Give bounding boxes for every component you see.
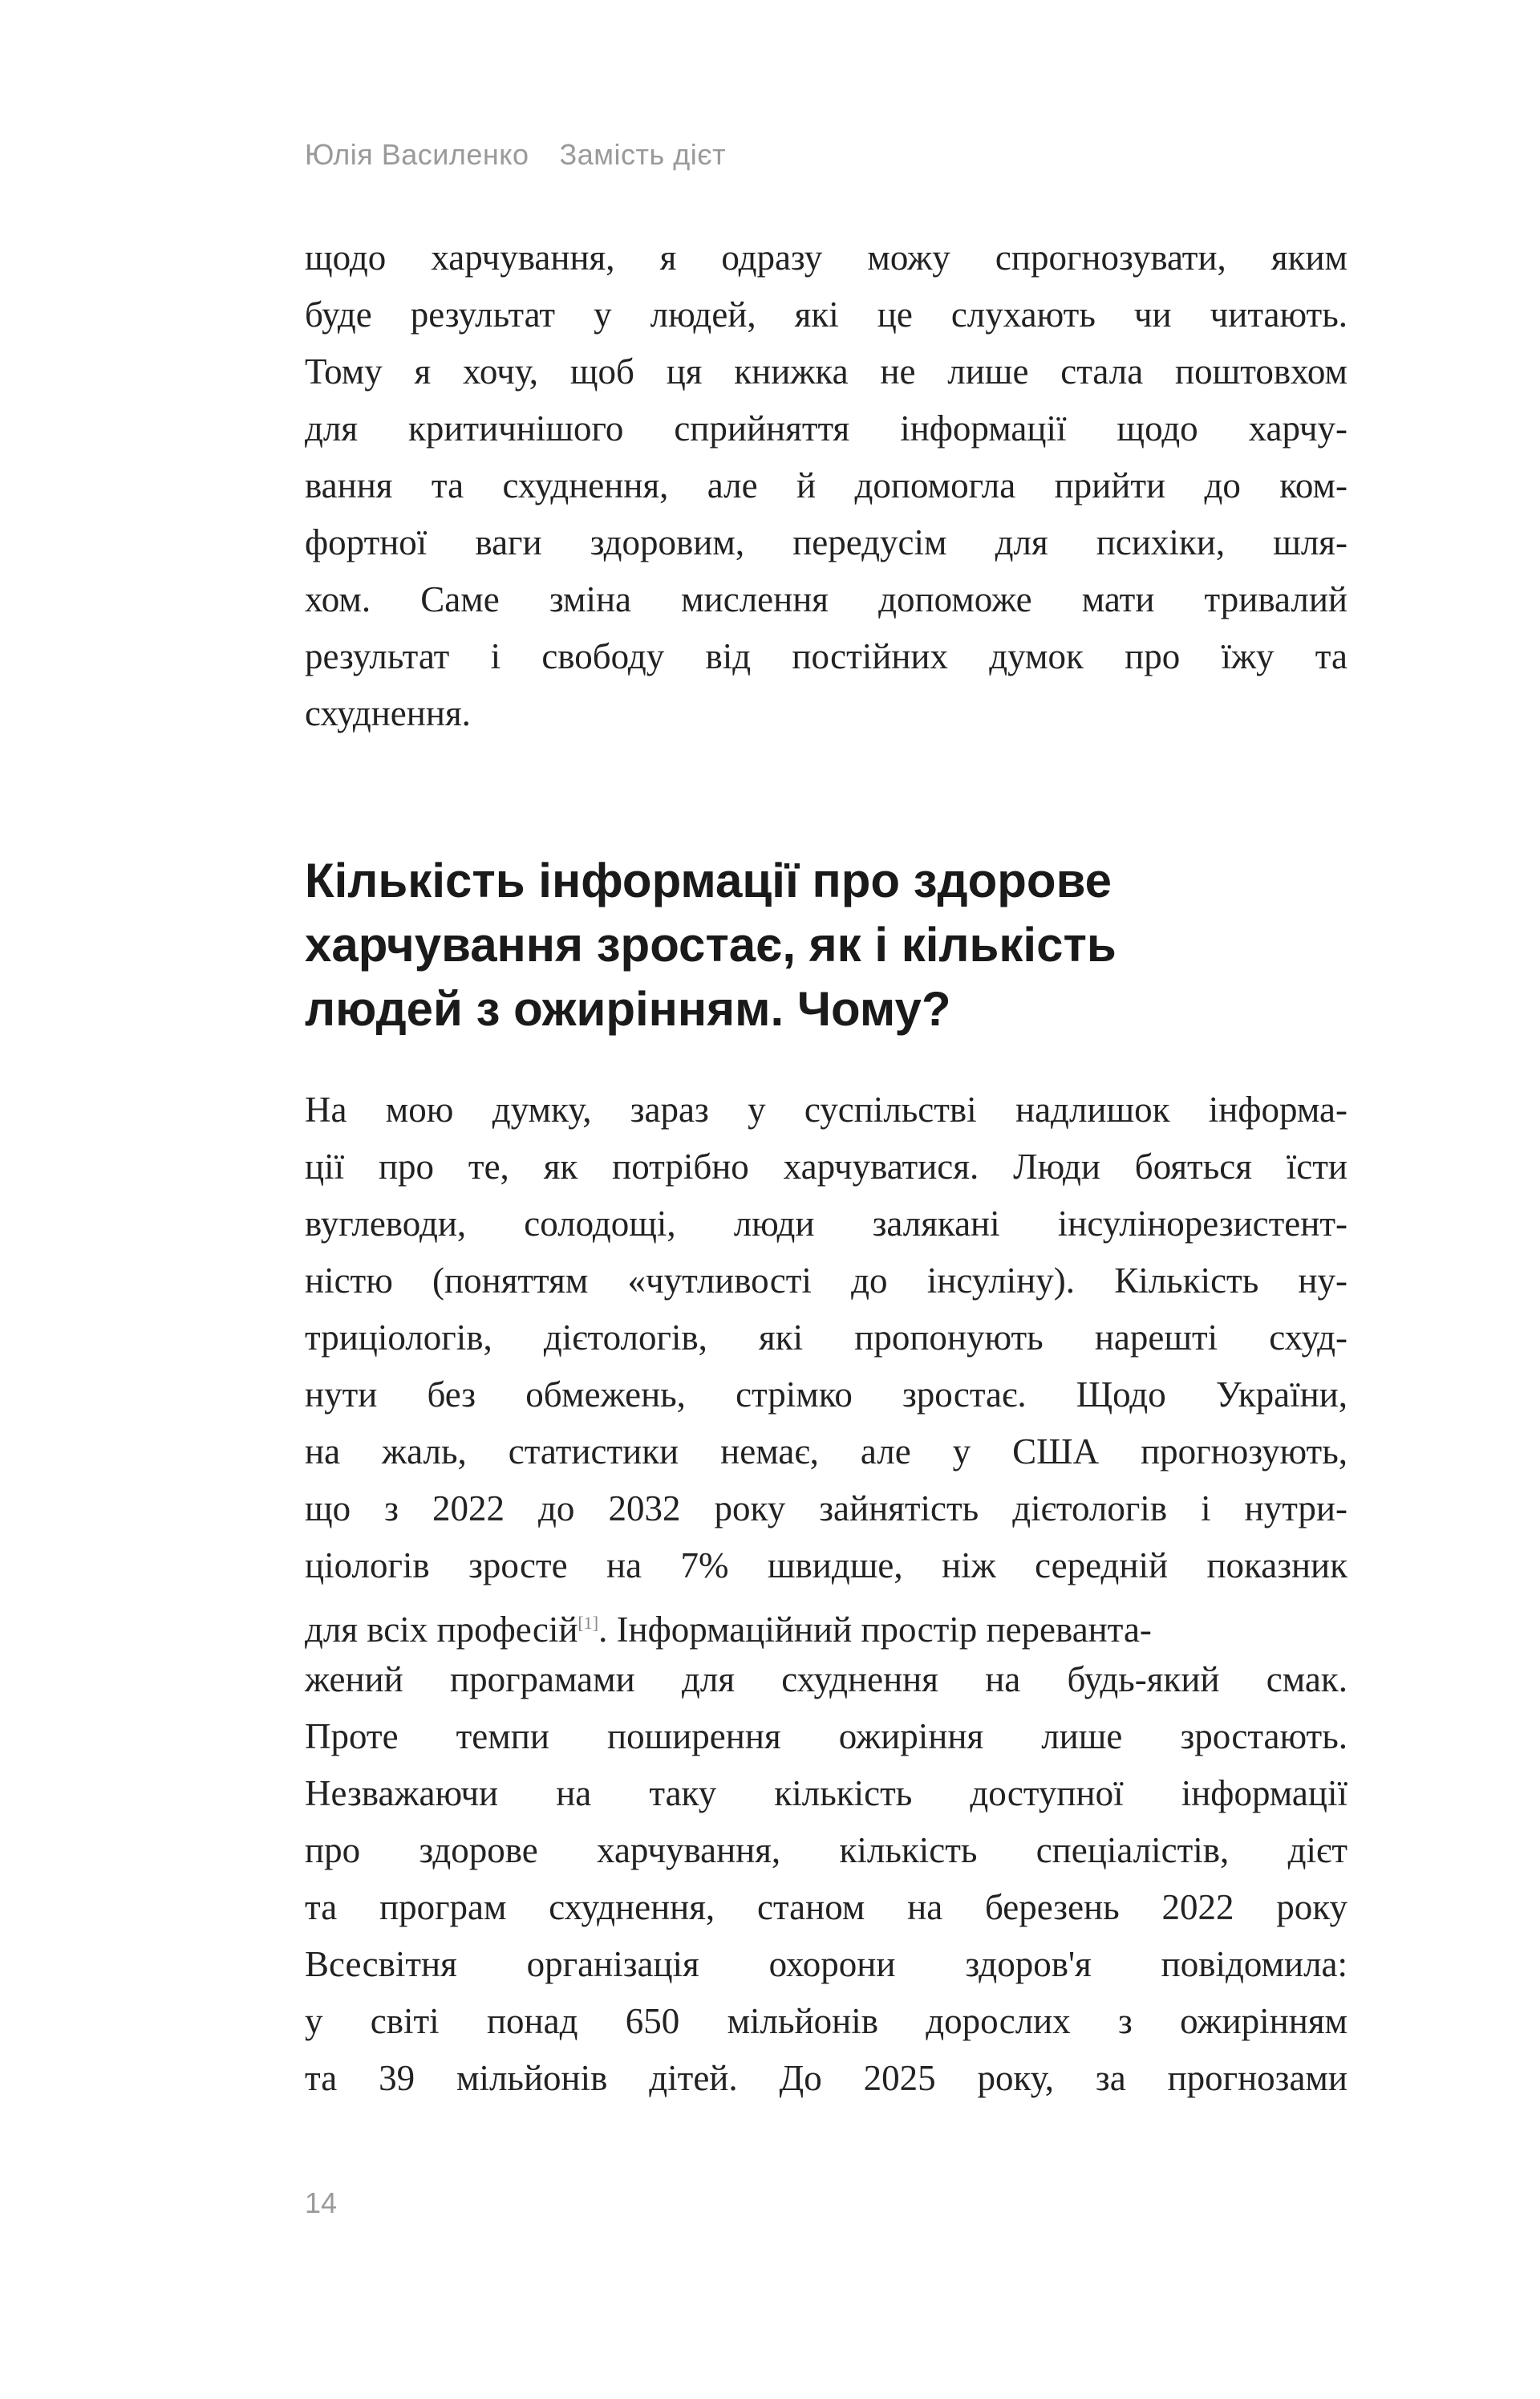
- text-line: схуднення.: [305, 693, 471, 733]
- text-line: ціологів зросте на 7% швидше, ніж середній показник: [305, 1545, 1348, 1585]
- text-line: ністю (поняттям «чутливості до інсуліну). Кількість ну-: [305, 1260, 1348, 1301]
- text-line: вуглеводи, солодощі, люди залякані інсулінорезистент-: [305, 1204, 1348, 1244]
- text-line: триціологів, дієтологів, які пропонують нарешті схуд-: [305, 1317, 1348, 1358]
- text-line: фортної ваги здоровим, передусім для психіки, шля-: [305, 522, 1348, 562]
- paragraph-body: [305, 1082, 1348, 2107]
- paragraph-intro: [305, 229, 1348, 742]
- page-number: 14: [305, 2186, 338, 2219]
- text-line: у світі понад 650 мільйонів дорослих з ожирінням: [305, 2001, 1348, 2041]
- header-book-title: Замість дієт: [559, 138, 727, 171]
- text-line: для критичнішого сприйняття інформації щодо харчу-: [305, 408, 1348, 449]
- text-line: хом. Саме зміна мислення допоможе мати тривалий: [305, 579, 1348, 619]
- heading-line: харчування зростає, як і кількість: [305, 918, 1116, 972]
- heading-line: людей з ожирінням. Чому?: [305, 982, 951, 1036]
- text-line-with-footnote: [305, 1594, 1348, 1651]
- heading-line: Кількість інформації про здорове: [305, 854, 1112, 907]
- text-fragment: для всіх професій: [305, 1609, 578, 1650]
- text-line: нути без обмежень, стрімко зростає. Щодо України,: [305, 1374, 1348, 1415]
- text-line: вання та схуднення, але й допомогла прийти до ком-: [305, 465, 1348, 505]
- text-line: буде результат у людей, які це слухають чи читають.: [305, 294, 1348, 335]
- text-fragment: . Інформаційний простір переванта-: [598, 1609, 1152, 1650]
- text-line: Всесвітня організація охорони здоров'я повідомила:: [305, 1944, 1348, 1984]
- running-header: [305, 138, 756, 172]
- text-line: ції про те, як потрібно харчуватися. Люди бояться їсти: [305, 1147, 1348, 1187]
- text-line: та програм схуднення, станом на березень 2022 року: [305, 1887, 1348, 1927]
- text-line: Проте темпи поширення ожиріння лише зростають.: [305, 1716, 1348, 1756]
- text-line: Тому я хочу, щоб ця книжка не лише стала поштовхом: [305, 351, 1348, 392]
- text-line: щодо харчування, я одразу можу спрогнозувати, яким: [305, 237, 1348, 278]
- header-author: Юлія Василенко: [305, 138, 529, 171]
- footnote-ref[interactable]: [1]: [578, 1613, 599, 1633]
- text-line: про здорове харчування, кількість спеціалістів, дієт: [305, 1830, 1348, 1870]
- text-line: Незважаючи на таку кількість доступної інформації: [305, 1773, 1348, 1813]
- text-line: та 39 мільйонів дітей. До 2025 року, за прогнозами: [305, 2058, 1348, 2098]
- text-line: На мою думку, зараз у суспільстві надлишок інформа-: [305, 1090, 1348, 1130]
- text-line: результат і свободу від постійних думок про їжу та: [305, 636, 1348, 676]
- text-line: що з 2022 до 2032 року зайнятість дієтологів і нутри-: [305, 1488, 1348, 1528]
- section-heading: [305, 849, 1116, 1041]
- text-line: на жаль, статистики немає, але у США прогнозують,: [305, 1431, 1348, 1471]
- text-line: жений програмами для схуднення на будь-який смак.: [305, 1659, 1348, 1699]
